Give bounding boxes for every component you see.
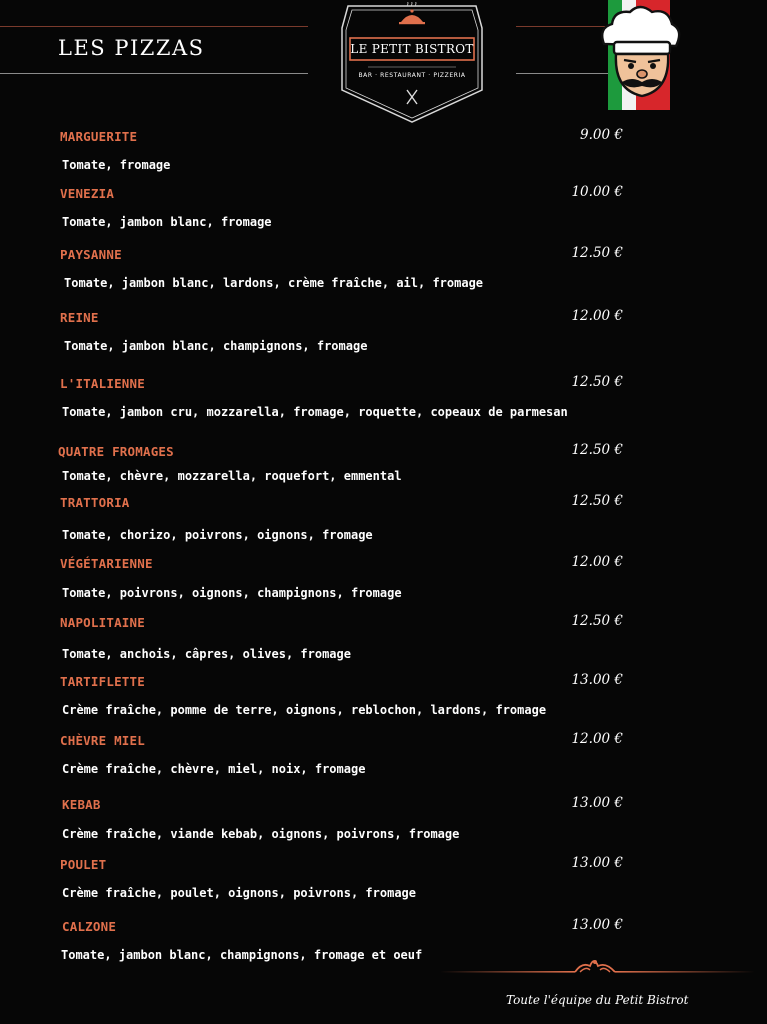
menu-item-chevre-miel xyxy=(0,733,767,793)
menu-item-reine xyxy=(0,310,767,370)
menu-item-poulet xyxy=(0,857,767,917)
menu-item-kebab xyxy=(0,797,767,857)
menu-item-tartiflette xyxy=(0,674,767,734)
item-name: L'ITALIENNE xyxy=(60,376,145,391)
menu-item-litalienne xyxy=(0,376,767,436)
item-name: MARGUERITE xyxy=(60,129,138,144)
item-name: REINE xyxy=(60,310,99,325)
item-price: 10.00 € xyxy=(571,184,623,200)
item-description: Tomate, chorizo, poivrons, oignons, fromage xyxy=(62,528,373,542)
item-name: QUATRE FROMAGES xyxy=(58,444,174,459)
item-description: Tomate, jambon cru, mozzarella, fromage, roquette, copeaux de parmesan xyxy=(62,405,568,419)
item-description: Tomate, chèvre, mozzarella, roquefort, emmental xyxy=(62,469,402,483)
item-price: 12.00 € xyxy=(571,731,623,747)
logo-subtitle: BAR · RESTAURANT · PIZZERIA xyxy=(358,72,466,79)
item-price: 12.00 € xyxy=(571,554,623,570)
item-price: 12.50 € xyxy=(571,245,623,261)
item-name: NAPOLITAINE xyxy=(60,615,145,630)
header-line-left-bottom xyxy=(0,73,308,74)
item-description: Crème fraîche, poulet, oignons, poivrons, fromage xyxy=(62,886,417,900)
ornament-divider xyxy=(440,952,755,980)
item-name: KEBAB xyxy=(62,797,101,812)
menu-item-napolitaine xyxy=(0,615,767,675)
cloche-icon xyxy=(397,2,427,28)
item-description: Crème fraîche, chèvre, miel, noix, fromage xyxy=(62,762,366,776)
item-description: Crème fraîche, pomme de terre, oignons, reblochon, lardons, fromage xyxy=(62,703,547,717)
header-line-left-top xyxy=(0,26,308,27)
item-description: Tomate, jambon blanc, champignons, fromage et oeuf xyxy=(61,948,423,962)
item-price: 12.50 € xyxy=(571,493,623,509)
menu-item-trattoria xyxy=(0,495,767,555)
cutlery-icon xyxy=(405,89,419,105)
menu-item-paysanne xyxy=(0,247,767,307)
item-price: 12.50 € xyxy=(571,613,623,629)
menu-item-venezia xyxy=(0,186,767,246)
item-description: Tomate, jambon blanc, champignons, fromage xyxy=(64,339,368,353)
menu-item-marguerite xyxy=(0,129,767,189)
footer-signature: Toute l'équipe du Petit Bistrot xyxy=(506,993,689,1007)
item-description: Tomate, jambon blanc, lardons, crème fraîche, ail, fromage xyxy=(64,276,484,290)
item-name: VENEZIA xyxy=(60,186,115,201)
menu-item-vegetarienne xyxy=(0,556,767,616)
item-price: 13.00 € xyxy=(571,795,623,811)
item-name: TRATTORIA xyxy=(60,495,130,510)
item-price: 12.50 € xyxy=(571,374,623,390)
item-price: 12.00 € xyxy=(571,308,623,324)
logo-name: LE PETIT BISTROT xyxy=(350,42,474,56)
bistrot-logo xyxy=(338,0,486,126)
item-price: 13.00 € xyxy=(571,672,623,688)
item-description: Tomate, poivrons, oignons, champignons, fromage xyxy=(62,586,402,600)
item-price: 13.00 € xyxy=(571,855,623,871)
item-price: 9.00 € xyxy=(580,127,623,143)
page-title: LES PIZZAS xyxy=(58,36,205,60)
item-name: CALZONE xyxy=(62,919,117,934)
item-name: POULET xyxy=(60,857,107,872)
item-description: Tomate, fromage xyxy=(62,158,171,172)
item-name: TARTIFLETTE xyxy=(60,674,145,689)
item-description: Crème fraîche, viande kebab, oignons, poivrons, fromage xyxy=(62,827,460,841)
item-name: VÉGÉTARIENNE xyxy=(60,556,153,571)
item-description: Tomate, anchois, câpres, olives, fromage xyxy=(62,647,351,661)
item-description: Tomate, jambon blanc, fromage xyxy=(62,215,272,229)
item-price: 12.50 € xyxy=(571,442,623,458)
item-price: 13.00 € xyxy=(571,917,623,933)
item-name: CHÈVRE MIEL xyxy=(60,733,145,748)
chef-mascot-icon xyxy=(596,0,686,112)
item-name: PAYSANNE xyxy=(60,247,122,262)
